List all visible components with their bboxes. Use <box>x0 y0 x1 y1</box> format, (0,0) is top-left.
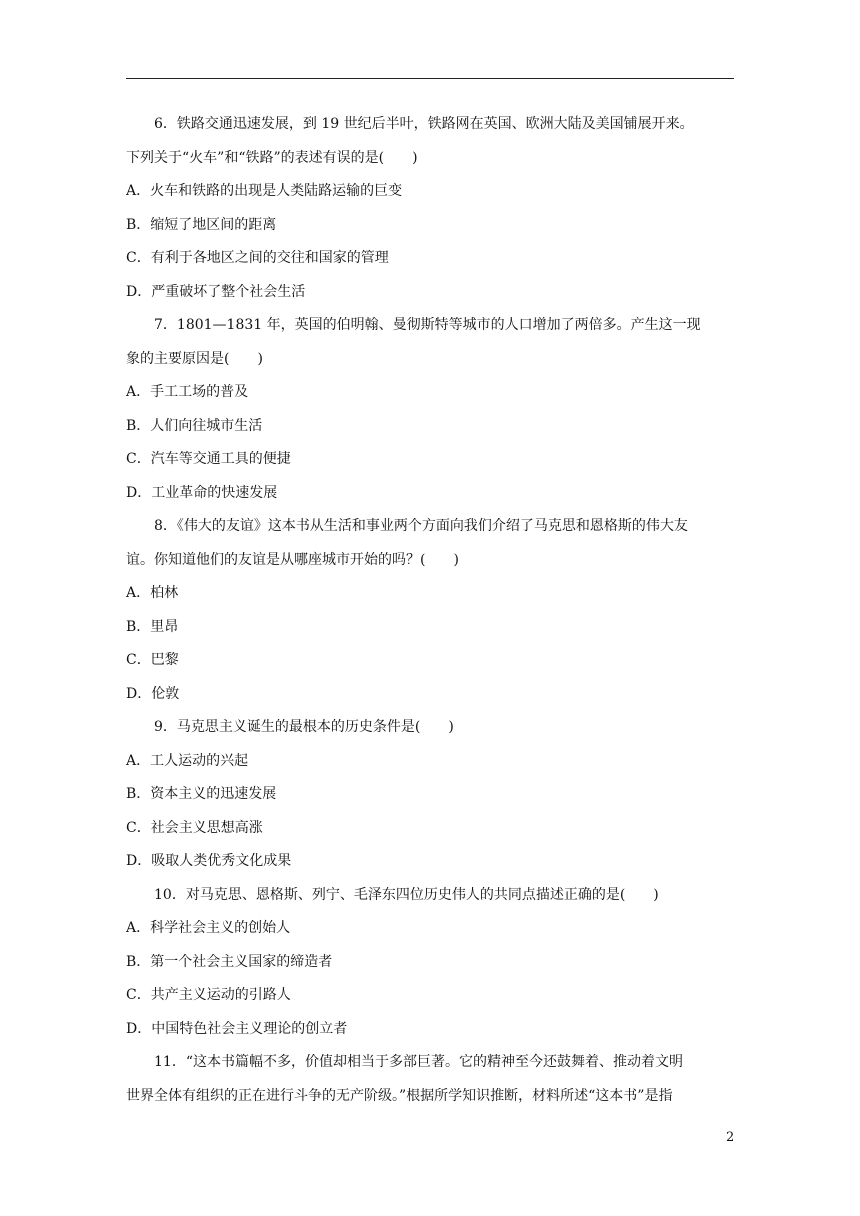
text-line: B．里昂 <box>126 618 179 635</box>
text-line: 8．《伟大的友谊》这本书从生活和事业两个方面向我们介绍了马克思和恩格斯的伟大友 <box>154 518 688 534</box>
text-line: 6．铁路交通迅速发展，到 19 世纪后半叶，铁路网在英国、欧洲大陆及美国铺展开来。 <box>154 116 694 132</box>
text-line: D．中国特色社会主义理论的创立者 <box>126 1020 348 1037</box>
text-line: 下列关于“火车”和“铁路”的表述有误的是( ) <box>126 149 418 166</box>
text-line: 9．马克思主义诞生的最根本的历史条件是( ) <box>154 719 454 735</box>
text-line: 10．对马克思、恩格斯、列宁、毛泽东四位历史伟人的共同点描述正确的是( ) <box>154 886 659 903</box>
text-line: 11．“这本书篇幅不多，价值却相当于多部巨著。它的精神至今还鼓舞着、推动着文明 <box>154 1054 683 1070</box>
text-line: 世界全体有组织的正在进行斗争的无产阶级。”根据所学知识推断，材料所述“这本书”是指 <box>126 1087 673 1104</box>
text-line: 谊。你知道他们的友谊是从哪座城市开始的吗？( ) <box>126 551 459 568</box>
text-line: 象的主要原因是( ) <box>126 350 263 367</box>
text-line: D．伦敦 <box>126 685 180 702</box>
text-line: C．有利于各地区之间的交往和国家的管理 <box>126 250 389 266</box>
text-line: A．工人运动的兴起 <box>126 752 249 769</box>
text-line: A．科学社会主义的创始人 <box>126 920 291 936</box>
text-line: A．柏林 <box>126 585 179 601</box>
header-rule <box>126 78 734 79</box>
text-line: D．工业革命的快速发展 <box>126 484 278 501</box>
page-number: 2 <box>726 1130 735 1145</box>
text-line: C．巴黎 <box>126 652 179 668</box>
text-line: C．共产主义运动的引路人 <box>126 987 291 1003</box>
text-line: B．第一个社会主义国家的缔造者 <box>126 953 333 970</box>
text-line: 7．1801—1831 年，英国的伯明翰、曼彻斯特等城市的人口增加了两倍多。产生这一现 <box>154 317 701 333</box>
document-body <box>126 108 734 1113</box>
text-line: B．资本主义的迅速发展 <box>126 786 277 802</box>
text-line: B．人们向往城市生活 <box>126 417 263 434</box>
text-line: B．缩短了地区间的距离 <box>126 216 277 233</box>
text-line: A．手工工场的普及 <box>126 384 249 400</box>
text-line: C．汽车等交通工具的便捷 <box>126 451 291 467</box>
text-line: C．社会主义思想高涨 <box>126 819 263 836</box>
text-line: D．吸取人类优秀文化成果 <box>126 853 292 869</box>
text-line: A．火车和铁路的出现是人类陆路运输的巨变 <box>126 183 403 199</box>
text-line: D．严重破坏了整个社会生活 <box>126 283 306 300</box>
